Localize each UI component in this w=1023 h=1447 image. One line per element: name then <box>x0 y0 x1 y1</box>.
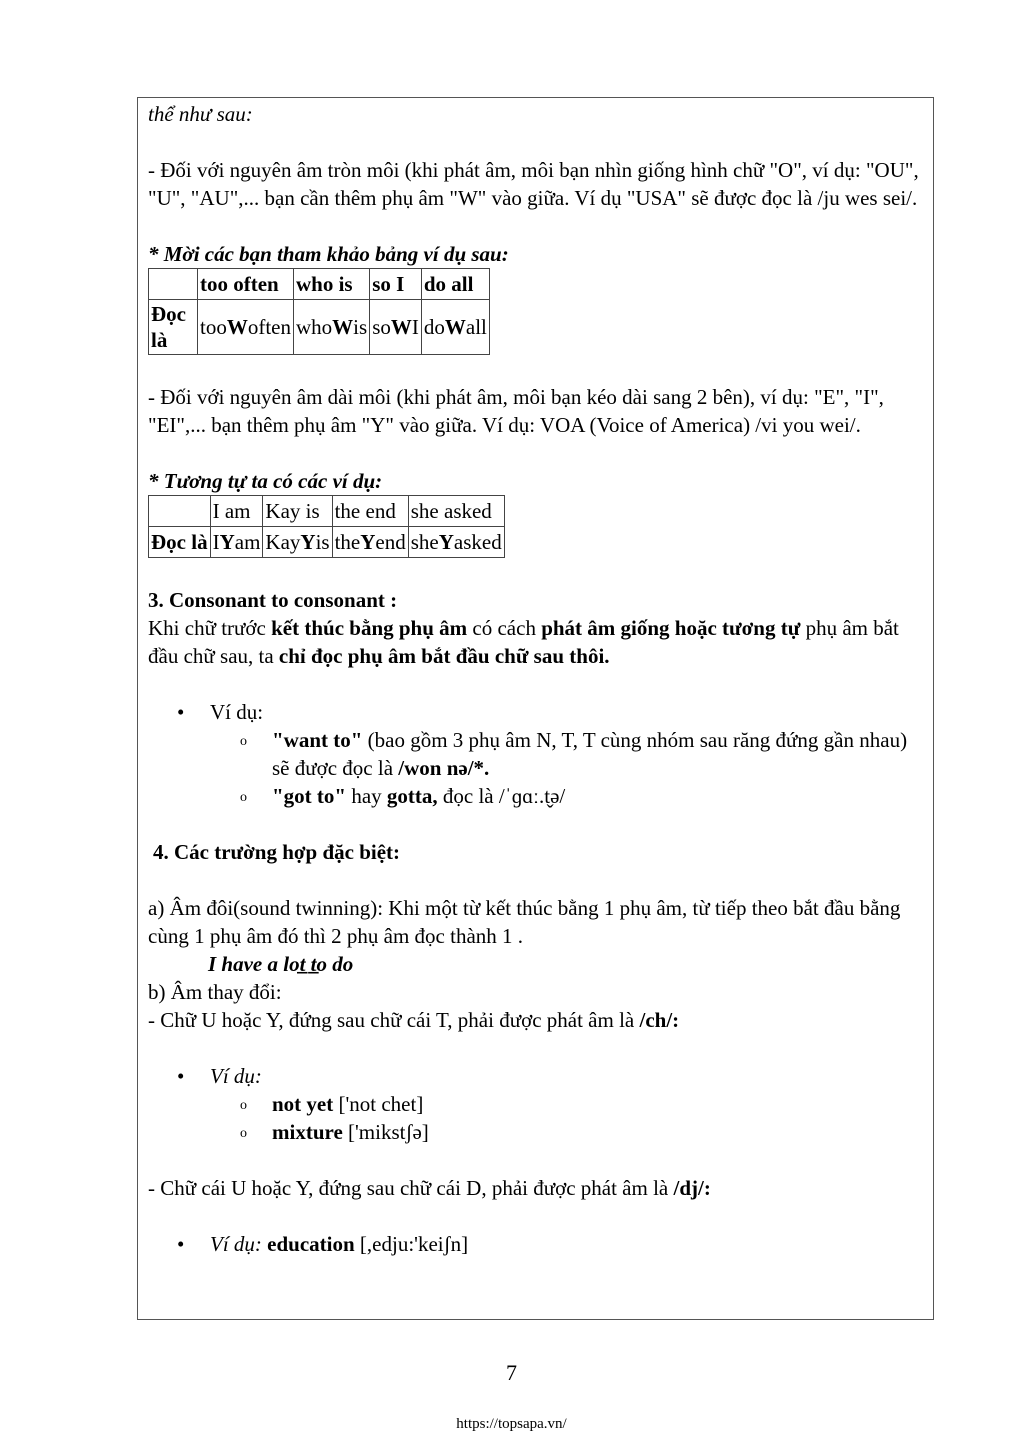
table-y <box>148 495 505 558</box>
table-cell-empty <box>149 269 198 300</box>
table-cell: whoWis <box>294 300 370 355</box>
section-4-examples-t <box>148 1062 923 1146</box>
table-row <box>149 300 490 355</box>
list-item: o mixture ['mikstʃə] <box>210 1118 923 1146</box>
table-header-cell: Kay is <box>263 496 332 527</box>
table-header-cell: I am <box>210 496 263 527</box>
table-header-cell: so I <box>370 269 422 300</box>
table-cell: sheYasked <box>408 527 504 558</box>
list-item: • Ví dụ: o not yet ['not chet] o mixture ['mikstʃə] <box>148 1062 923 1146</box>
table-header-cell: who is <box>294 269 370 300</box>
intro-text: thể như sau: <box>148 102 253 126</box>
footer-url: https://topsapa.vn/ <box>456 1416 567 1432</box>
table-cell: KayYis <box>263 527 332 558</box>
rule-t: - Chữ U hoặc Y, đứng sau chữ cái T, phải được phát âm là /ch/: <box>148 1008 680 1032</box>
section-3-examples <box>148 698 923 810</box>
section-4-title: 4. Các trường hợp đặc biệt: <box>153 840 401 864</box>
page-content <box>148 100 923 1258</box>
table-cell: doWall <box>421 300 489 355</box>
table-row <box>149 527 505 558</box>
table-y-heading: * Tương tự ta có các ví dụ: <box>148 469 383 493</box>
table-cell: soWI <box>370 300 422 355</box>
section-4-examples-d <box>148 1230 923 1258</box>
table-cell-empty <box>149 496 211 527</box>
table-row-label: Đọc là <box>149 300 198 355</box>
list-item: • Ví dụ: o "want to" (bao gồm 3 phụ âm N, T, T cùng nhóm sau răng đứng gần nhau) sẽ được đọc là /won nə/*. o "got to" hay gotta, đọc là /ˈɡɑː.t̬ə/ <box>148 698 923 810</box>
long-vowel-paragraph: - Đối với nguyên âm dài môi (khi phát âm, môi bạn kéo dài sang 2 bên), ví dụ: "E", "I", "EI",... bạn thêm phụ âm "Y" vào giữa. Ví dụ: VOA (Voice of America) /vi you wei/. <box>148 385 884 437</box>
page-number: 7 <box>506 1360 517 1385</box>
example-sentence: I have a lot̲ t̲o do <box>208 952 354 976</box>
content-frame <box>137 97 934 1320</box>
table-cell: theYend <box>332 527 408 558</box>
list-item: o "got to" hay gotta, đọc là /ˈɡɑː.t̬ə/ <box>210 782 923 810</box>
table-cell: IYam <box>210 527 263 558</box>
list-item: o "want to" (bao gồm 3 phụ âm N, T, T cùng nhóm sau răng đứng gần nhau) sẽ được đọc là /won nə/*. <box>210 726 923 782</box>
list-item: o not yet ['not chet] <box>210 1090 923 1118</box>
section-4a: a) Âm đôi(sound twinning): Khi một từ kết thúc bằng 1 phụ âm, từ tiếp theo bắt đầu bằng cùng 1 phụ âm đó thì 2 phụ âm đọc thành 1 . <box>148 896 901 948</box>
section-3-title: 3. Consonant to consonant : <box>148 588 398 612</box>
table-header-cell: do all <box>421 269 489 300</box>
table-header-cell: she asked <box>408 496 504 527</box>
table-cell: tooWoften <box>198 300 294 355</box>
table-header-cell: too often <box>198 269 294 300</box>
sub-list <box>210 1090 923 1146</box>
table-header-cell: the end <box>332 496 408 527</box>
table-row-label: Đọc là <box>149 527 211 558</box>
section-4b: b) Âm thay đổi: <box>148 980 282 1004</box>
table-w-heading: * Mời các bạn tham khảo bảng ví dụ sau: <box>148 242 509 266</box>
table-row <box>149 269 490 300</box>
table-w <box>148 268 490 355</box>
list-item: • Ví dụ: education [,edju:'keiʃn] <box>148 1230 923 1258</box>
round-vowel-paragraph: - Đối với nguyên âm tròn môi (khi phát âm, môi bạn nhìn giống hình chữ "O", ví dụ: "OU", "U", "AU",... bạn cần thêm phụ âm "W" vào giữa. Ví dụ "USA" sẽ được đọc là /ju wes sei/. <box>148 158 919 210</box>
section-3-rule: Khi chữ trước kết thúc bằng phụ âm có cách phát âm giống hoặc tương tự phụ âm bắt đầu chữ sau, ta chỉ đọc phụ âm bắt đầu chữ sau thôi. <box>148 616 899 668</box>
sub-list <box>210 726 923 810</box>
table-row <box>149 496 505 527</box>
rule-d: - Chữ cái U hoặc Y, đứng sau chữ cái D, phải được phát âm là /dj/: <box>148 1176 711 1200</box>
